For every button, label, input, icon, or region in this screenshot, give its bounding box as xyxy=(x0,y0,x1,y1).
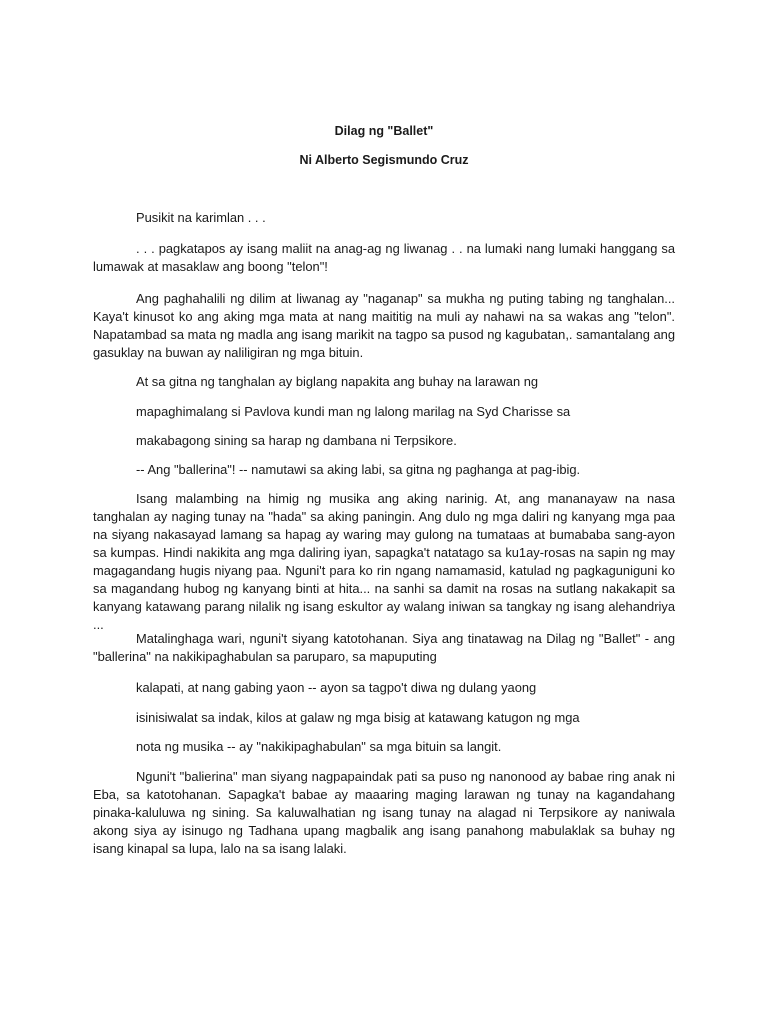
paragraph-1: Pusikit na karimlan . . . xyxy=(136,210,266,225)
paragraph-10: kalapati, at nang gabing yaon -- ayon sa tagpo't diwa ng dulang yaong xyxy=(136,680,537,695)
paragraph-6: makabagong sining sa harap ng dambana ni Terpsikore. xyxy=(136,433,457,448)
paragraph-2: . . . pagkatapos ay isang maliit na anag-ag ng liwanag . . na lumaki nang lumaki hanggang sa lumawak at masaklaw ang boong "telon"! xyxy=(93,241,675,274)
document-title: Dilag ng "Ballet" xyxy=(334,124,434,138)
paragraph-8: Isang malambing na himig ng musika ang aking narinig. At, ang mananayaw na nasa tanghalan ay naging tunay na "hada" sa aking paningin. Ang dulo ng mga daliri ng kanyang mga paa na siyang nakasayad lamang sa hapag ay waring may gulong na tumataas at bumababa sang-ayon sa kumpas. Hindi nakikita ang mga daliring iyan, sapagka't natatago sa ku1ay-rosas na sapin ng may magagandang hugis niyang paa. Nguni't para ko rin ngang namamasid, katulad ng pagkaguniguni ko sa magandang hubog ng kanyang binti at hita... na sanhi sa damit na rosas na sutlang nakakapit sa kanyang katawang parang nilalik ng isang eskultor ay walang iniwan sa tangkay ng isang alehandriya ... xyxy=(93,491,675,632)
paragraph-11: isinisiwalat sa indak, kilos at galaw ng mga bisig at katawang katugon ng mga xyxy=(136,710,580,725)
paragraph-5: mapaghimalang si Pavlova kundi man ng lalong marilag na Syd Charisse sa xyxy=(136,404,571,419)
document-author: Ni Alberto Segismundo Cruz xyxy=(299,153,469,167)
paragraph-13: Nguni't "balierina" man siyang nagpapaindak pati sa puso ng nanonood ay babae ring anak ni Eba, sa katotohanan. Sapagka't babae ay maaaring maging larawan ng tunay na kagandahang pinaka-kaluluwa ng sining. Sa kaluwalhatian ng isang tunay na alagad ni Terpsikore ay naniwala akong siya ay isinugo ng Tadhana upang magbalik ang isang panahong mabulaklak sa buhay ng isang kinapal sa lupa, lalo na sa isang lalaki. xyxy=(93,769,675,856)
paragraph-9: Matalinghaga wari, nguni't siyang katotohanan. Siya ang tinatawag na Dilag ng "Ballet" - ang "ballerina" na nakikipaghabulan sa paruparo, sa mapuputing xyxy=(93,631,675,664)
paragraph-3: Ang paghahalili ng dilim at liwanag ay "naganap" sa mukha ng puting tabing ng tanghalan... Kaya't kinusot ko ang aking mga mata at nang maititig na muli ay nahawi na sa wakas ang "telon". Napatambad sa mata ng madla ang isang marikit na tagpo sa pusod ng kagubatan,. samantalang ang gasuklay na buwan ay naliligiran ng mga bituin. xyxy=(93,291,675,360)
paragraph-4: At sa gitna ng tanghalan ay biglang napakita ang buhay na larawan ng xyxy=(136,374,539,389)
paragraph-12: nota ng musika -- ay "nakikipaghabulan" sa mga bituin sa langit. xyxy=(136,739,502,754)
paragraph-7: -- Ang "ballerina"! -- namutawi sa aking labi, sa gitna ng paghanga at pag-ibig. xyxy=(136,462,581,477)
